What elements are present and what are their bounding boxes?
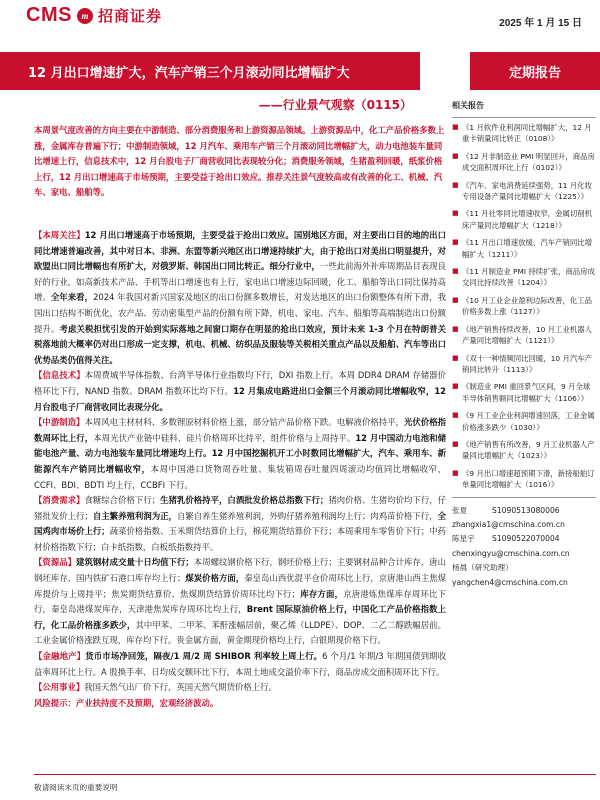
analyst-row <box>452 518 596 532</box>
emphasis-text: 光伏价格指数周环比上行， <box>34 417 447 443</box>
body-text: 京唐港炼焦煤库存周环比下行，秦皇岛港煤炭库存，天津港焦炭库存周环比均上行， <box>34 588 447 615</box>
body-paragraph <box>34 415 446 493</box>
emphasis-text: 全年来看， <box>50 292 94 303</box>
bullet-icon: ■ <box>452 353 459 362</box>
summary-paragraph: 本周景气度改善的方向主要在中游制造、部分消费服务和上游资源品领域。上游资源品中，化工产品价格多数上涨，金属库存普遍下行；中游制造领域，12 月汽车、乘用车产销三个月滚动同比增幅扩大，动力电池装车量同比增速上行，信息技术中，12 月台股电子厂商营收同比表现较分化；消费服务领域，生猪盈利回暖，纸浆价格上行，12 月出口增速高于市场预期，主要受益于抢出口效应。推荐关注景气度较高或有改善的化工、机械、汽车、家电、船舶等。 <box>34 125 445 198</box>
footer-disclaimer: 敬请阅读末页的重要说明 <box>34 783 118 792</box>
bullet-icon: ■ <box>452 180 459 189</box>
emphasis-text: 货币市场净回笼，隔夜/1 周/2 周 SHIBOR 利率较上周上行。 <box>85 651 323 662</box>
body-text: 猪肉价格、生猪均价均下行，仔猪批发价上行； <box>34 495 447 521</box>
body-paragraph <box>34 493 446 555</box>
emphasis-text: 12 月出口增速高于市场预期，主要受益于抢出口效应。 <box>84 230 294 240</box>
bullet-icon: ■ <box>452 238 459 247</box>
related-report-title: 《11 月出口增速放缓，汽车产销同比增幅扩大（1211）》 <box>462 238 593 259</box>
related-report-title: 《地产销售持续改善，10 月工业机器人产量同比增幅扩大（1121）》 <box>462 324 593 346</box>
body-paragraph <box>34 368 446 415</box>
analyst-list <box>452 497 596 590</box>
bullet-icon: ■ <box>452 295 459 304</box>
analyst-row <box>452 547 596 561</box>
analyst-name: 张夏 <box>452 505 468 515</box>
related-report-title: 《制造业 PMI 重回景气区间，9 月全球半导体销售额同比增幅扩大（1106）》 <box>462 382 591 403</box>
related-report-item[interactable] <box>452 353 596 376</box>
body-text: 一些此前海外补库周期品目表现良好的行业，如高新技术产品、手机等出口增速也有上行，家电出口增速边际回暖，化工、船舶等出口同比保持高增。 <box>34 261 447 303</box>
section-tag: 【金融地产】 <box>34 651 86 662</box>
company-logo <box>26 4 162 27</box>
body-text: 其中甲苯、二甲苯、苯酐涨幅居前，聚乙烯（LLDPE）、DOP、二乙二醇跌幅居前。工业金属价格涨跌互现，库存均下行。贵金属方面，黄金期现价格均上行，白银期现价格下行。 <box>34 619 446 646</box>
body-text: 2024 年我国对新兴国家及地区的出口份额多数增长，对发达地区的出口份额整体有所下滑，我国出口结构不断优化，农产品、劳动密集型产品的份额有所下降，机电、家电、汽车、船舶等高端制造出口份额提升。 <box>34 292 447 334</box>
related-report-item[interactable] <box>452 410 596 433</box>
report-title: 12 月出口增速扩大，汽车产销三个月滚动同比增幅扩大 <box>28 66 350 81</box>
analyst-row <box>452 561 596 575</box>
related-report-title: 《11 月社零同比增速收窄，金属切削机床产量同比增幅扩大（1218）》 <box>462 209 593 230</box>
body-paragraph <box>34 555 446 649</box>
report-subtitle: ——行业景气观察（0115） <box>258 98 412 112</box>
body-text: 本周风电主材材料、多数锂原材料价格上涨，部分钴产品价格下跌。电解液价格持平， <box>84 417 404 428</box>
risk-notice: 风险提示：产业扶持度不及预期，宏观经济波动。 <box>34 697 219 708</box>
bullet-icon: ■ <box>452 382 459 391</box>
related-report-item[interactable] <box>452 468 596 491</box>
emphasis-text: 12 月中国动力电池和储能电池产量、动力电池装车量同比增速均上行。12 月中国挖掘机开工小时数同比增幅扩大，汽车、乘用车、新能源汽车产销同比增幅收窄， <box>34 432 447 474</box>
body-text: 6 个月/1 年期/3 年期国债到期收益率周环比上行。A 股换手率、日均成交额环比下行，本周土地成交溢价率下行，商品房成交面积周环比下行。 <box>34 651 447 677</box>
logo-badge-icon: m <box>77 8 93 24</box>
body-text: 自繁自养生猪养殖利润，外购仔猪养殖利润均上行；肉鸡苗价格下行， <box>176 510 438 521</box>
related-report-title: 《12 月非制造业 PMI 明显回升，商品房成交面积周环比上行（0102）》 <box>462 151 595 173</box>
related-report-title: 《汽车、家电消费延续强势，11 月化妆专用设备产量同比增幅扩大（1225）》 <box>462 180 593 202</box>
related-report-item[interactable] <box>452 208 596 231</box>
related-reports-list <box>452 122 596 491</box>
emphasis-text: 12 月集成电路进出口金额三个月滚动同比增幅收窄，12 月台股电子厂商营收同比表现分化。 <box>34 385 446 412</box>
section-tag: 【公用事业】 <box>34 682 85 693</box>
analyst-license: S1090513080006 <box>492 505 560 515</box>
emphasis-text: 自主繁养殖利润为正， <box>92 510 177 521</box>
related-report-title: 《地产销售有所改善，9 月工业机器人产量同比增幅扩大（1023）》 <box>462 439 595 461</box>
title-band <box>0 52 420 90</box>
related-report-title: 《9 月工业企业利润增速回落，工业金属价格涨多跌少（1030）》 <box>462 411 595 432</box>
related-report-title: 《双十一种情频同比回暖，10 月汽车产销同比转升（1113）》 <box>462 353 593 374</box>
bullet-icon: ■ <box>452 123 459 131</box>
body-paragraph <box>34 649 446 680</box>
bullet-icon: ■ <box>452 267 459 276</box>
emphasis-text: 考虑关税担忧引发的开始到实际落地之间窗口期存在明显的抢出口效应，预计未来 1-3 个月在特朗普关税落地前大概率仍对出口形成一定支撑，机电、机械、纺织品及服装等关税相关重点产品以及船舶、汽车等出口优势品类仍值得关注。 <box>34 323 446 365</box>
emphasis-text: 库存方面， <box>300 588 344 599</box>
bullet-icon: ■ <box>452 209 459 218</box>
emphasis-text: Brent 国际原油价格上行，中国化工产品价格指数上行，化工品价格涨多跌少， <box>34 604 446 630</box>
related-report-title: 《10 月工业企业盈利边际改善，化工品价格多数上涨（1127）》 <box>462 295 593 317</box>
page-header <box>0 0 600 34</box>
analyst-row <box>452 532 596 546</box>
logo-latin: CMS <box>26 4 72 26</box>
report-type-badge: 定期报告 <box>470 52 600 90</box>
body-text: 蔬菜价格指数、玉米期货结算价上行，棉花期货结算价下行；本周乘用车零售价下行；中药材价格指数下行；白卡纸指数，白板纸指数持平。 <box>34 526 447 552</box>
analyst-name: 杨晨（研究助理） <box>452 563 513 573</box>
bullet-icon: ■ <box>452 324 459 333</box>
related-report-item[interactable] <box>452 439 596 462</box>
related-report-item[interactable] <box>452 324 596 347</box>
analyst-license: S1090522070004 <box>492 534 560 544</box>
body-paragraph <box>34 680 446 696</box>
analyst-name: 陈星宇 <box>452 534 475 544</box>
body-text: 本周费城半导体指数、台湾半导体行业指数均下行，DXI 指数上行。本周 DDR4 DRAM 存储器价格环比下行，NAND 指数、DRAM 指数环比均下行。 <box>34 370 447 396</box>
related-report-title: 《9 月出口增速超预期下滑，新接船舶订单量同比增幅扩大（1016）》 <box>462 468 595 490</box>
body-text: 我国天然气出厂价下行，英国天然气期货价格上行。 <box>84 682 277 693</box>
sidebar <box>452 100 596 590</box>
body-text: 本周螺纹钢价格下行，钢坯价格上行；主要钢材品种合计库存、唐山钢坯库存、国内铁矿石港口库存均上行； <box>34 557 447 584</box>
bullet-icon: ■ <box>452 411 459 420</box>
related-reports-heading: 相关报告 <box>452 100 596 118</box>
emphasis-text: 国别地区方面，对主要出口目的地的出口同比增速普遍改善，其中对日本、非洲、东盟等新兴地区出口增速持续扩大，由于抢出口对美出口明显提升，对欧盟出口同比增幅也有所扩大，对俄罗斯、韩国出口同比转正。 <box>34 230 446 272</box>
section-tag: 【中游制造】 <box>34 417 85 428</box>
bullet-icon: ■ <box>452 151 459 160</box>
body-paragraph <box>34 228 446 368</box>
body-text: 本周光伏产业链中硅料、硅片价格周环比持平，组件价格与上周持平。 <box>93 432 356 443</box>
footer-divider <box>34 774 596 775</box>
related-report-item[interactable] <box>452 266 596 289</box>
analyst-email[interactable]: zhangxia1@cmschina.com.cn <box>452 519 565 529</box>
logo-chinese: 招商证券 <box>97 7 162 25</box>
body-text: 秦皇岛山西优混平仓价周环比上行，京唐港山西主焦煤库提价与上周持平；焦炭期货结算价、焦煤期货结算价周环比均下行； <box>34 573 447 599</box>
emphasis-text: 煤炭价格方面， <box>185 573 245 584</box>
section-tag: 【信息技术】 <box>34 370 85 381</box>
body-text: 本周中国港口货物周吞吐量、集装箱周吞吐量四周滚动均值同比增幅收窄，CCFI、BDI、BDTI 均上行，CCBFI 下行。 <box>34 463 447 490</box>
section-tag: 【本周关注】 <box>34 230 85 240</box>
body-text: 食糖综合价格下行； <box>84 495 161 506</box>
related-report-item[interactable] <box>452 295 596 318</box>
related-report-item[interactable] <box>452 237 596 260</box>
section-tag: 【消费需求】 <box>34 495 85 506</box>
related-report-title: 《11 月制造业 PMI 持续扩张，商品房成交同比持续改善（1204）》 <box>462 267 595 288</box>
analyst-email[interactable]: yangchen4@cmschina.com.cn <box>452 577 568 587</box>
report-date: 2025 年 1 月 15 日 <box>499 18 582 29</box>
related-report-title: 《1 月软件业利润同比增幅扩大，12 月重卡销量同比转正（0108）》 <box>462 123 592 144</box>
related-report-item[interactable] <box>452 122 596 145</box>
paragraph-list <box>34 228 446 696</box>
emphasis-text: 生猪乳价格持平，白酒批发价格总指数下行； <box>160 495 329 506</box>
analyst-row <box>452 504 596 518</box>
body-section <box>34 228 446 711</box>
related-report-item[interactable] <box>452 381 596 404</box>
analyst-row <box>452 576 596 590</box>
section-tag: 【资源品】 <box>34 557 77 568</box>
analyst-email[interactable]: chenxingyu@cmschina.com.cn <box>452 548 570 558</box>
bullet-icon: ■ <box>452 468 459 477</box>
bullet-icon: ■ <box>452 439 459 448</box>
emphasis-text: 建筑钢材成交量十日均值下行； <box>76 557 194 568</box>
related-report-item[interactable] <box>452 180 596 203</box>
emphasis-text: 细分行业中， <box>269 261 320 272</box>
emphasis-text: 全国鸡肉市场价上行； <box>34 510 447 537</box>
related-report-item[interactable] <box>452 151 596 174</box>
